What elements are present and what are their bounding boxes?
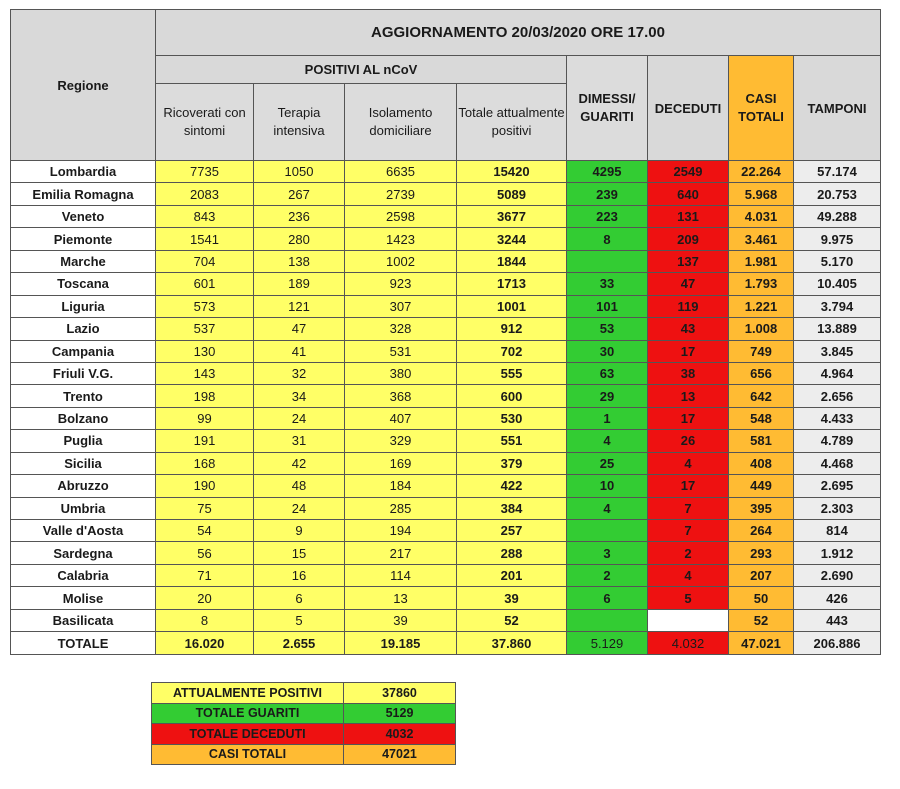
cell-terapia: 1050: [254, 161, 345, 183]
cell-tamponi: 814: [794, 520, 881, 542]
cell-tamponi: 426: [794, 587, 881, 609]
cell-casi-totali: 1.793: [729, 273, 794, 295]
table-row: [11, 475, 881, 497]
cell-terapia: 189: [254, 273, 345, 295]
cell-dimessi: 4295: [567, 161, 648, 183]
summary-value: 5129: [344, 703, 456, 724]
cell-casi-totali: 581: [729, 430, 794, 452]
cell-ricoverati: 75: [156, 497, 254, 519]
cell-regione: Valle d'Aosta: [11, 520, 156, 542]
cell-isolamento: 194: [345, 520, 457, 542]
cell-tamponi: 49.288: [794, 205, 881, 227]
cell-terapia: 5: [254, 609, 345, 631]
cell-totale-positivi: 1001: [457, 295, 567, 317]
cell-isolamento: 328: [345, 318, 457, 340]
cell-dimessi: [567, 609, 648, 631]
table-row: [11, 161, 881, 183]
cell-dimessi: 10: [567, 475, 648, 497]
cell-deceduti: 2: [648, 542, 729, 564]
summary-table: [151, 682, 456, 765]
cell-terapia: 48: [254, 475, 345, 497]
cell-dimessi: 4: [567, 497, 648, 519]
cell-tamponi: 4.433: [794, 407, 881, 429]
cell-ricoverati: 7735: [156, 161, 254, 183]
cell-totale-positivi: 555: [457, 362, 567, 384]
header-casi-totali: CASI TOTALI: [729, 56, 794, 161]
table-row: [11, 183, 881, 205]
cell-ricoverati: 704: [156, 250, 254, 272]
cell-ricoverati: 20: [156, 587, 254, 609]
summary-row: [152, 744, 456, 765]
cell-totale-positivi: 1713: [457, 273, 567, 295]
cell-tamponi: 1.912: [794, 542, 881, 564]
table-row: [11, 609, 881, 631]
cell-terapia: 47: [254, 318, 345, 340]
cell-isolamento: 217: [345, 542, 457, 564]
totals-dimessi: 5.129: [567, 632, 648, 655]
summary-row: [152, 703, 456, 724]
summary-value: 37860: [344, 683, 456, 704]
header-ricoverati: Ricoverati con sintomi: [156, 84, 254, 161]
table-row: [11, 452, 881, 474]
cell-totale-positivi: 551: [457, 430, 567, 452]
cell-terapia: 24: [254, 407, 345, 429]
cell-tamponi: 4.964: [794, 362, 881, 384]
cell-deceduti: 13: [648, 385, 729, 407]
cell-tamponi: 3.794: [794, 295, 881, 317]
cell-terapia: 31: [254, 430, 345, 452]
cell-dimessi: 239: [567, 183, 648, 205]
cell-tamponi: 2.656: [794, 385, 881, 407]
totals-casi-totali: 47.021: [729, 632, 794, 655]
cell-regione: Basilicata: [11, 609, 156, 631]
totals-terapia: 2.655: [254, 632, 345, 655]
cell-casi-totali: 1.981: [729, 250, 794, 272]
cell-deceduti: 137: [648, 250, 729, 272]
table-row: [11, 340, 881, 362]
cell-regione: Veneto: [11, 205, 156, 227]
cell-casi-totali: 207: [729, 564, 794, 586]
cell-dimessi: 2: [567, 564, 648, 586]
cell-totale-positivi: 5089: [457, 183, 567, 205]
summary-value: 47021: [344, 744, 456, 765]
cell-terapia: 24: [254, 497, 345, 519]
cell-totale-positivi: 1844: [457, 250, 567, 272]
cell-deceduti: [648, 609, 729, 631]
table-row: [11, 587, 881, 609]
cell-deceduti: 17: [648, 475, 729, 497]
cell-totale-positivi: 912: [457, 318, 567, 340]
header-regione: Regione: [11, 10, 156, 161]
cell-ricoverati: 601: [156, 273, 254, 295]
cell-deceduti: 17: [648, 340, 729, 362]
cell-deceduti: 47: [648, 273, 729, 295]
table-row: [11, 385, 881, 407]
cell-isolamento: 307: [345, 295, 457, 317]
cell-regione: Campania: [11, 340, 156, 362]
cell-tamponi: 443: [794, 609, 881, 631]
cell-deceduti: 7: [648, 497, 729, 519]
cell-deceduti: 4: [648, 452, 729, 474]
cell-isolamento: 13: [345, 587, 457, 609]
cell-dimessi: [567, 250, 648, 272]
cell-ricoverati: 71: [156, 564, 254, 586]
cell-regione: Calabria: [11, 564, 156, 586]
header-totale-positivi: Totale attualmente positivi: [457, 84, 567, 161]
table-row: [11, 362, 881, 384]
cell-terapia: 9: [254, 520, 345, 542]
cell-deceduti: 209: [648, 228, 729, 250]
header-isolamento: Isolamento domiciliare: [345, 84, 457, 161]
header-tamponi: TAMPONI: [794, 56, 881, 161]
cell-ricoverati: 130: [156, 340, 254, 362]
cell-casi-totali: 50: [729, 587, 794, 609]
table-row: [11, 250, 881, 272]
cell-terapia: 267: [254, 183, 345, 205]
cell-isolamento: 2739: [345, 183, 457, 205]
cell-casi-totali: 5.968: [729, 183, 794, 205]
table-row: [11, 407, 881, 429]
cell-isolamento: 1423: [345, 228, 457, 250]
cell-tamponi: 5.170: [794, 250, 881, 272]
totals-positivi: 37.860: [457, 632, 567, 655]
cell-dimessi: 3: [567, 542, 648, 564]
cell-ricoverati: 168: [156, 452, 254, 474]
cell-tamponi: 2.303: [794, 497, 881, 519]
cell-totale-positivi: 288: [457, 542, 567, 564]
cell-totale-positivi: 600: [457, 385, 567, 407]
cell-isolamento: 169: [345, 452, 457, 474]
table-row: [11, 273, 881, 295]
cell-deceduti: 5: [648, 587, 729, 609]
cell-dimessi: 53: [567, 318, 648, 340]
cell-ricoverati: 191: [156, 430, 254, 452]
cell-totale-positivi: 257: [457, 520, 567, 542]
cell-casi-totali: 395: [729, 497, 794, 519]
cell-casi-totali: 408: [729, 452, 794, 474]
cell-dimessi: 30: [567, 340, 648, 362]
summary-label: ATTUALMENTE POSITIVI: [152, 683, 344, 704]
cell-regione: Friuli V.G.: [11, 362, 156, 384]
table-row: [11, 430, 881, 452]
cell-isolamento: 923: [345, 273, 457, 295]
cell-terapia: 138: [254, 250, 345, 272]
cell-totale-positivi: 379: [457, 452, 567, 474]
cell-regione: Abruzzo: [11, 475, 156, 497]
cell-ricoverati: 198: [156, 385, 254, 407]
summary-label: CASI TOTALI: [152, 744, 344, 765]
header-terapia: Terapia intensiva: [254, 84, 345, 161]
cell-totale-positivi: 201: [457, 564, 567, 586]
cell-ricoverati: 2083: [156, 183, 254, 205]
cell-casi-totali: 293: [729, 542, 794, 564]
cell-isolamento: 285: [345, 497, 457, 519]
table-row: [11, 497, 881, 519]
cell-deceduti: 7: [648, 520, 729, 542]
cell-deceduti: 119: [648, 295, 729, 317]
cell-deceduti: 131: [648, 205, 729, 227]
cell-casi-totali: 449: [729, 475, 794, 497]
cell-tamponi: 10.405: [794, 273, 881, 295]
cell-tamponi: 2.695: [794, 475, 881, 497]
cell-casi-totali: 749: [729, 340, 794, 362]
cell-ricoverati: 56: [156, 542, 254, 564]
cell-regione: Lombardia: [11, 161, 156, 183]
cell-tamponi: 13.889: [794, 318, 881, 340]
cell-isolamento: 380: [345, 362, 457, 384]
cell-casi-totali: 4.031: [729, 205, 794, 227]
cell-terapia: 15: [254, 542, 345, 564]
cell-tamponi: 20.753: [794, 183, 881, 205]
cell-dimessi: 223: [567, 205, 648, 227]
cell-dimessi: 33: [567, 273, 648, 295]
cell-regione: Trento: [11, 385, 156, 407]
cell-casi-totali: 656: [729, 362, 794, 384]
cell-isolamento: 329: [345, 430, 457, 452]
cell-casi-totali: 22.264: [729, 161, 794, 183]
cell-ricoverati: 537: [156, 318, 254, 340]
cell-casi-totali: 52: [729, 609, 794, 631]
table-row: [11, 205, 881, 227]
cell-regione: Toscana: [11, 273, 156, 295]
cell-dimessi: 4: [567, 430, 648, 452]
cell-terapia: 16: [254, 564, 345, 586]
cell-ricoverati: 8: [156, 609, 254, 631]
cell-terapia: 280: [254, 228, 345, 250]
table-row: [11, 295, 881, 317]
cell-isolamento: 184: [345, 475, 457, 497]
cell-regione: Marche: [11, 250, 156, 272]
totals-deceduti: 4.032: [648, 632, 729, 655]
cell-isolamento: 1002: [345, 250, 457, 272]
cell-tamponi: 57.174: [794, 161, 881, 183]
cell-totale-positivi: 3677: [457, 205, 567, 227]
cell-regione: Sardegna: [11, 542, 156, 564]
cell-terapia: 34: [254, 385, 345, 407]
cell-terapia: 41: [254, 340, 345, 362]
cell-casi-totali: 1.008: [729, 318, 794, 340]
cell-ricoverati: 190: [156, 475, 254, 497]
cell-totale-positivi: 3244: [457, 228, 567, 250]
header-positivi-group: POSITIVI AL nCoV: [156, 56, 567, 84]
cell-totale-positivi: 422: [457, 475, 567, 497]
cell-terapia: 121: [254, 295, 345, 317]
cell-isolamento: 368: [345, 385, 457, 407]
summary-row: [152, 724, 456, 745]
cell-casi-totali: 1.221: [729, 295, 794, 317]
totals-label: TOTALE: [11, 632, 156, 655]
cell-dimessi: [567, 520, 648, 542]
cell-deceduti: 43: [648, 318, 729, 340]
covid-regional-table: [10, 9, 881, 655]
cell-deceduti: 2549: [648, 161, 729, 183]
cell-isolamento: 531: [345, 340, 457, 362]
cell-totale-positivi: 39: [457, 587, 567, 609]
table-row: [11, 228, 881, 250]
cell-ricoverati: 573: [156, 295, 254, 317]
cell-ricoverati: 843: [156, 205, 254, 227]
cell-totale-positivi: 52: [457, 609, 567, 631]
cell-deceduti: 640: [648, 183, 729, 205]
cell-dimessi: 63: [567, 362, 648, 384]
cell-regione: Puglia: [11, 430, 156, 452]
header-dimessi: DIMESSI/ GUARITI: [567, 56, 648, 161]
cell-tamponi: 4.468: [794, 452, 881, 474]
region-rows: [11, 161, 881, 632]
cell-regione: Piemonte: [11, 228, 156, 250]
cell-tamponi: 4.789: [794, 430, 881, 452]
cell-totale-positivi: 15420: [457, 161, 567, 183]
cell-regione: Umbria: [11, 497, 156, 519]
cell-regione: Molise: [11, 587, 156, 609]
cell-totale-positivi: 702: [457, 340, 567, 362]
header-deceduti: DECEDUTI: [648, 56, 729, 161]
cell-ricoverati: 54: [156, 520, 254, 542]
summary-label: TOTALE DECEDUTI: [152, 724, 344, 745]
cell-ricoverati: 99: [156, 407, 254, 429]
cell-dimessi: 101: [567, 295, 648, 317]
summary-row: [152, 683, 456, 704]
cell-totale-positivi: 530: [457, 407, 567, 429]
cell-dimessi: 1: [567, 407, 648, 429]
cell-casi-totali: 642: [729, 385, 794, 407]
table-row: [11, 318, 881, 340]
cell-tamponi: 3.845: [794, 340, 881, 362]
cell-casi-totali: 264: [729, 520, 794, 542]
totals-ricoverati: 16.020: [156, 632, 254, 655]
update-title: AGGIORNAMENTO 20/03/2020 ORE 17.00: [156, 10, 881, 56]
cell-casi-totali: 3.461: [729, 228, 794, 250]
cell-terapia: 6: [254, 587, 345, 609]
summary-label: TOTALE GUARITI: [152, 703, 344, 724]
cell-regione: Bolzano: [11, 407, 156, 429]
cell-regione: Liguria: [11, 295, 156, 317]
cell-regione: Sicilia: [11, 452, 156, 474]
table-row: [11, 542, 881, 564]
cell-isolamento: 407: [345, 407, 457, 429]
cell-deceduti: 38: [648, 362, 729, 384]
table-row: [11, 564, 881, 586]
cell-isolamento: 39: [345, 609, 457, 631]
cell-regione: Lazio: [11, 318, 156, 340]
cell-terapia: 236: [254, 205, 345, 227]
totals-row: [11, 632, 881, 655]
totals-tamponi: 206.886: [794, 632, 881, 655]
cell-dimessi: 8: [567, 228, 648, 250]
cell-totale-positivi: 384: [457, 497, 567, 519]
cell-isolamento: 114: [345, 564, 457, 586]
cell-ricoverati: 143: [156, 362, 254, 384]
totals-isolamento: 19.185: [345, 632, 457, 655]
cell-ricoverati: 1541: [156, 228, 254, 250]
summary-value: 4032: [344, 724, 456, 745]
cell-tamponi: 2.690: [794, 564, 881, 586]
cell-deceduti: 17: [648, 407, 729, 429]
table-row: [11, 520, 881, 542]
cell-dimessi: 29: [567, 385, 648, 407]
cell-deceduti: 26: [648, 430, 729, 452]
cell-terapia: 42: [254, 452, 345, 474]
cell-dimessi: 6: [567, 587, 648, 609]
cell-isolamento: 2598: [345, 205, 457, 227]
cell-casi-totali: 548: [729, 407, 794, 429]
cell-isolamento: 6635: [345, 161, 457, 183]
cell-deceduti: 4: [648, 564, 729, 586]
cell-dimessi: 25: [567, 452, 648, 474]
cell-tamponi: 9.975: [794, 228, 881, 250]
cell-terapia: 32: [254, 362, 345, 384]
cell-regione: Emilia Romagna: [11, 183, 156, 205]
